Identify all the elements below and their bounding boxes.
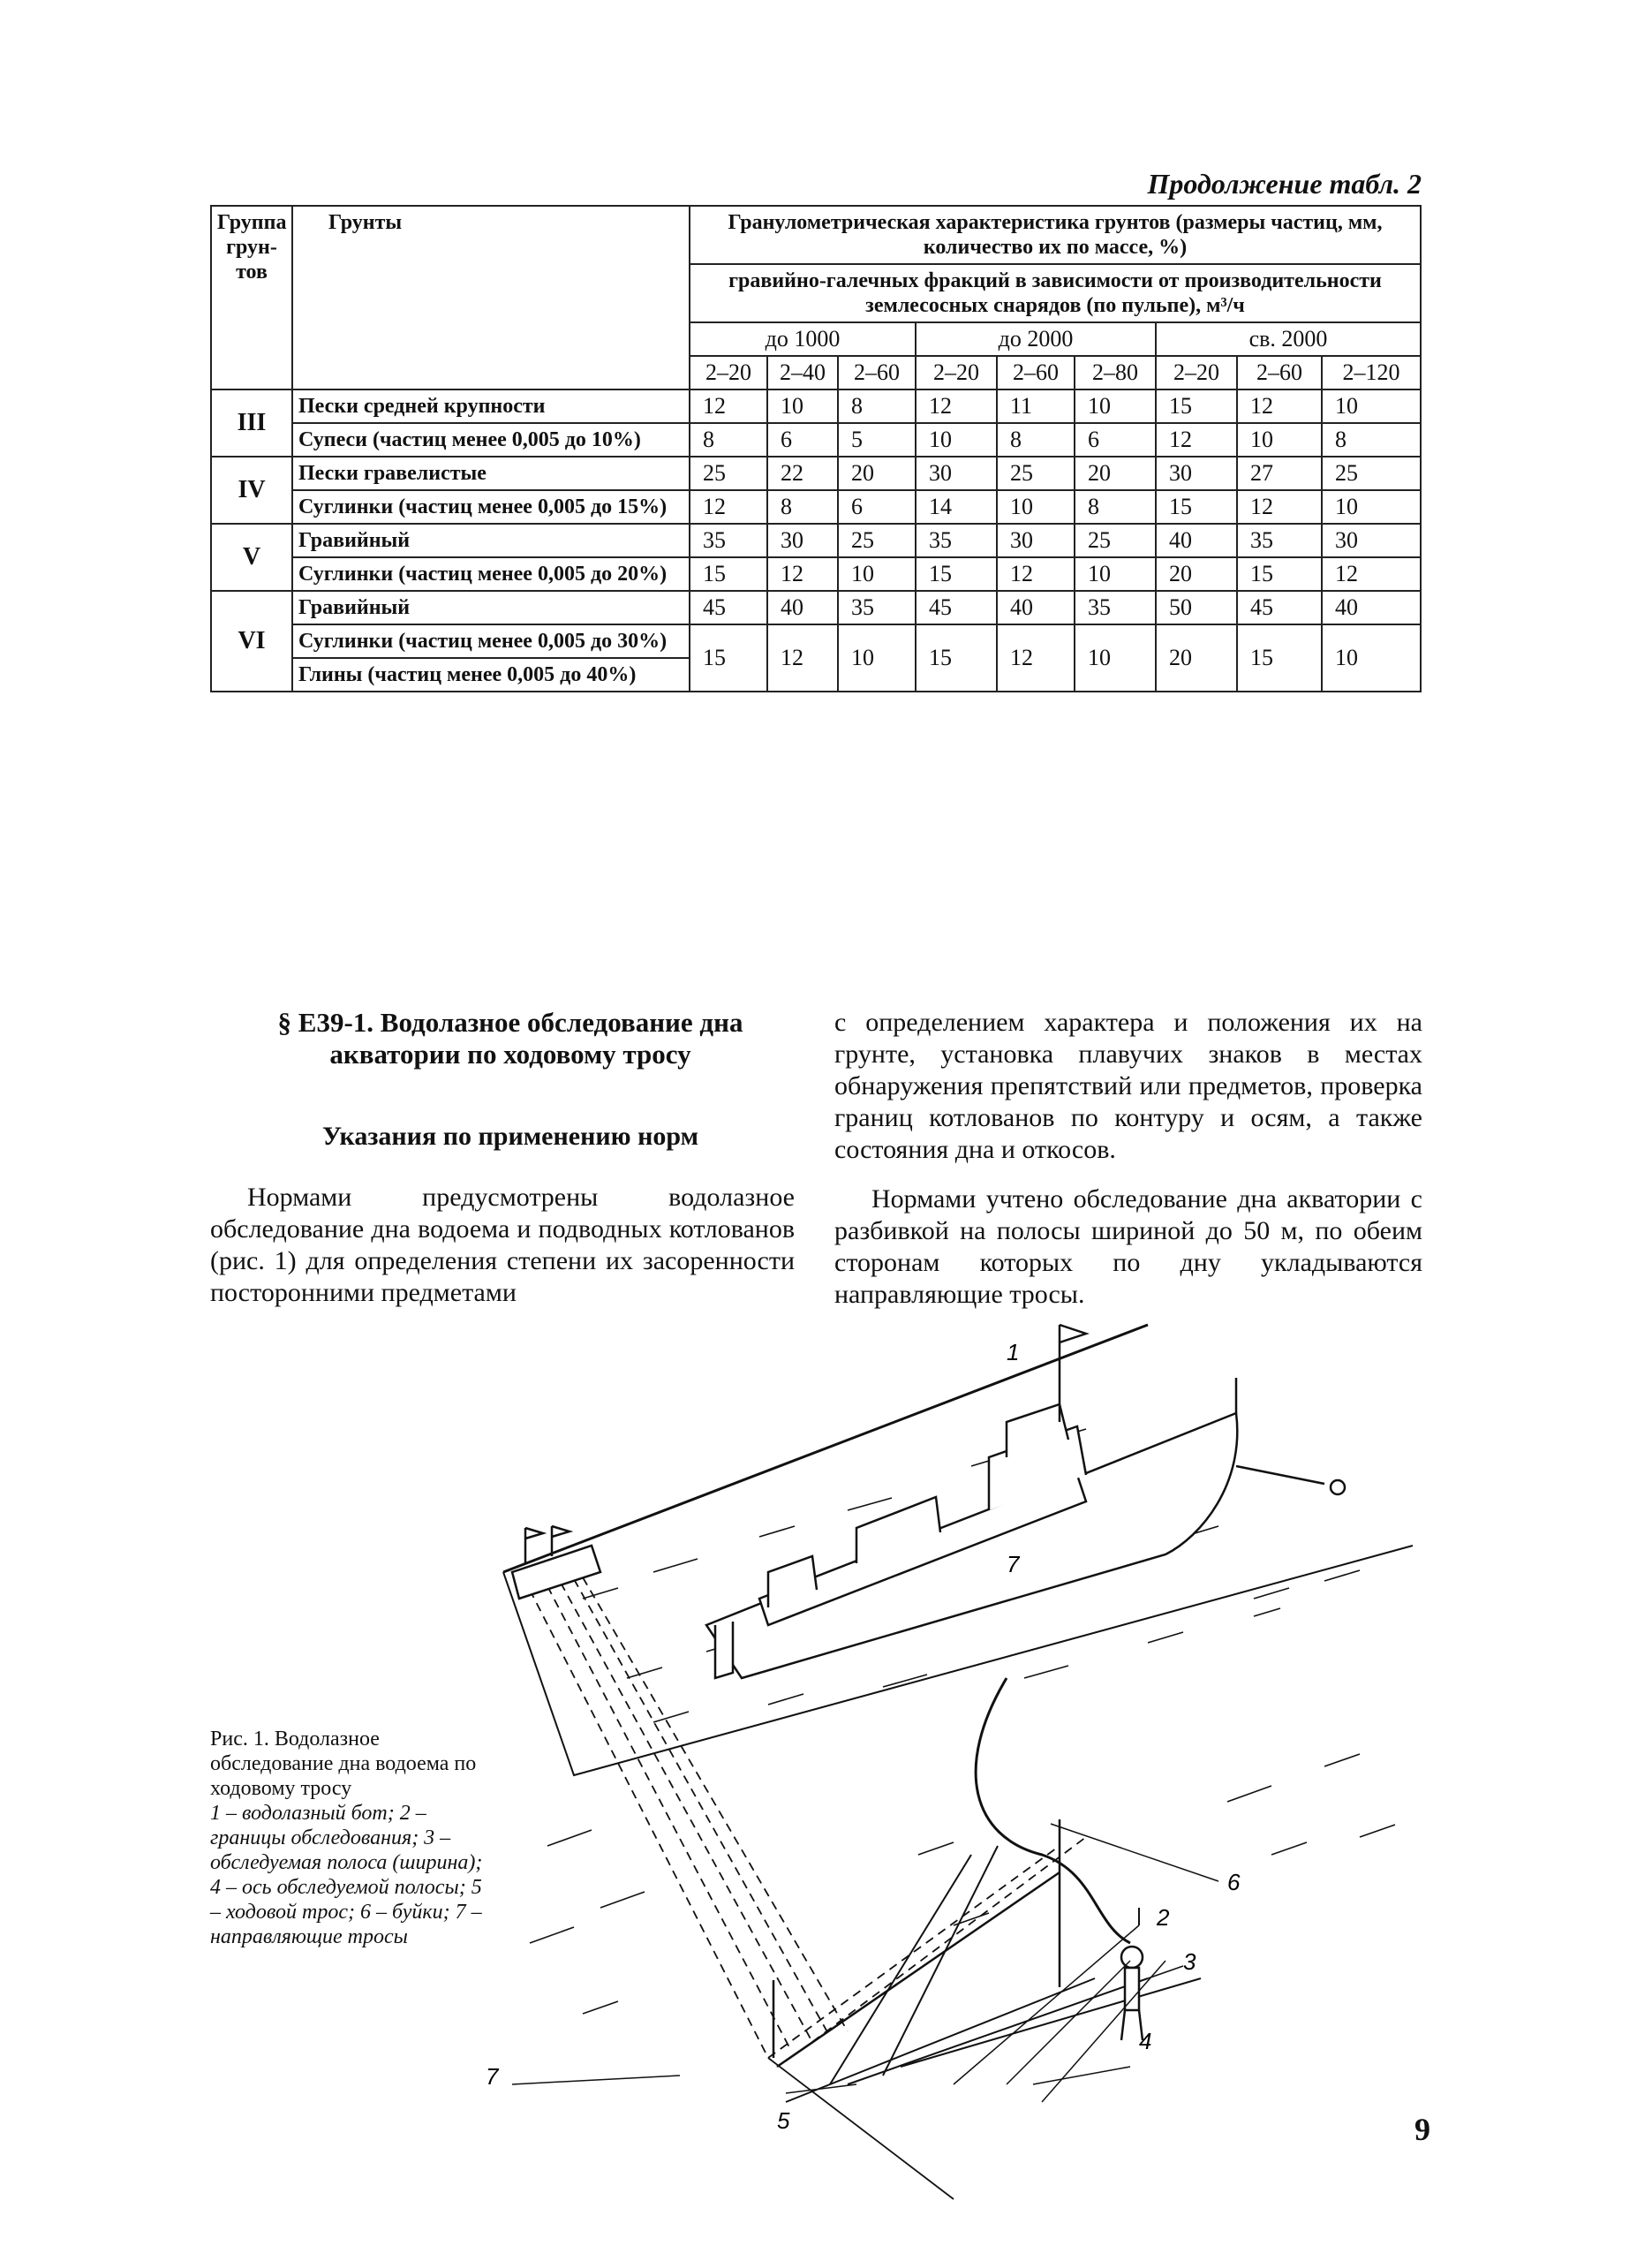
continuation-label: Продолжение табл. 2 [1147, 168, 1422, 200]
table-cell: 10 [1322, 624, 1421, 692]
table-cell: 30 [1322, 524, 1421, 557]
label-4: 4 [1139, 2028, 1152, 2054]
table-cell: 45 [1237, 591, 1322, 624]
label-1: 1 [1007, 1339, 1020, 1365]
table-cell: 10 [838, 624, 916, 692]
diver-survey-figure [477, 1307, 1448, 2134]
table-row [211, 524, 1421, 557]
table-row [211, 557, 1421, 591]
table-cell: 20 [1156, 624, 1237, 692]
label-5: 5 [777, 2107, 790, 2134]
table-cell: 10 [1075, 557, 1156, 591]
soil-name: Суглинки (частиц менее 0,005 до 15%) [292, 490, 690, 524]
granulometric-table [210, 205, 1422, 692]
table-cell: 6 [838, 490, 916, 524]
table-cell: 40 [1156, 524, 1237, 557]
soil-table [210, 205, 1420, 692]
table-cell: 12 [690, 389, 767, 423]
table-cell: 12 [767, 557, 838, 591]
table-cell: 15 [1237, 624, 1322, 692]
soil-name: Суглинки (частиц менее 0,005 до 30%) [292, 624, 690, 658]
table-cell: 10 [997, 490, 1075, 524]
table-cell: 8 [997, 423, 1075, 457]
header-size-5: 2–80 [1075, 356, 1156, 389]
table-cell: 25 [690, 457, 767, 490]
label-3: 3 [1183, 1948, 1196, 1975]
paragraph-right-1: с определением характера и положения их на грунте, установка плавучих знаков в местах обнаружения препятствий или предметов, проверка границ котлованов по контуру и осям, а также состояния дна и откосов. [834, 1008, 1422, 1164]
table-cell: 40 [997, 591, 1075, 624]
table-cell: 15 [690, 557, 767, 591]
header-size-7: 2–60 [1237, 356, 1322, 389]
header-size-1: 2–40 [767, 356, 838, 389]
label-2: 2 [1157, 1904, 1170, 1931]
page-number: 9 [1414, 2112, 1430, 2147]
table-cell: 30 [1156, 457, 1237, 490]
table-cell: 35 [838, 591, 916, 624]
table-row [211, 624, 1421, 658]
table-cell: 35 [916, 524, 997, 557]
caption-legend: 1 – водолазный бот; 2 – границы обследования; 3 – обследуемая полоса (ширина); 4 – ось обследуемой полосы; 5 – ходовой трос; 6 – буйки; 7 – направляющие тросы [210, 1802, 483, 1948]
table-cell: 25 [1322, 457, 1421, 490]
table-cell: 20 [838, 457, 916, 490]
table-cell: 10 [1322, 389, 1421, 423]
header-size-0: 2–20 [690, 356, 767, 389]
section-title: § Е39-1. Водолазное обследование дна акватории по ходовому тросу [277, 1007, 743, 1070]
table-cell: 22 [767, 457, 838, 490]
table-cell: 30 [916, 457, 997, 490]
table-cell: 12 [690, 490, 767, 524]
table-cell: 25 [838, 524, 916, 557]
table-cell: 5 [838, 423, 916, 457]
table-cell: 8 [1322, 423, 1421, 457]
table-cell: 15 [1156, 490, 1237, 524]
soil-name: Пески гравелистые [292, 457, 690, 490]
table-cell: 10 [767, 389, 838, 423]
table-cell: 45 [690, 591, 767, 624]
soil-name: Пески средней крупности [292, 389, 690, 423]
table-cell: 10 [1075, 624, 1156, 692]
table-cell: 20 [1075, 457, 1156, 490]
header-size-3: 2–20 [916, 356, 997, 389]
table-cell: 12 [767, 624, 838, 692]
soil-name: Гравийный [292, 524, 690, 557]
table-cell: 40 [1322, 591, 1421, 624]
table-cell: 15 [1156, 389, 1237, 423]
header-size-4: 2–60 [997, 356, 1075, 389]
table-row [211, 591, 1421, 624]
header-size-2: 2–60 [838, 356, 916, 389]
table-cell: 15 [916, 624, 997, 692]
header-capacity-1: до 1000 [690, 322, 916, 356]
header-capacity-2: до 2000 [916, 322, 1156, 356]
table-cell: 8 [838, 389, 916, 423]
header-size-8: 2–120 [1322, 356, 1421, 389]
table-cell: 40 [767, 591, 838, 624]
table-cell: 20 [1156, 557, 1237, 591]
group-label: VI [211, 591, 292, 692]
table-cell: 12 [916, 389, 997, 423]
paragraph-right-2: Нормами учтено обследование дна акватории с разбивкой на полосы шириной до 50 м, по обеим сторонам которых по дну укладываются направляющие тросы. [834, 1184, 1422, 1309]
table-cell: 10 [838, 557, 916, 591]
table-cell: 35 [1237, 524, 1322, 557]
table-cell: 14 [916, 490, 997, 524]
group-label: III [211, 389, 292, 457]
caption-lead: Рис. 1. Водолазное обследование дна водоема по ходовому тросу [210, 1728, 477, 1800]
table-cell: 12 [1237, 389, 1322, 423]
group-label: IV [211, 457, 292, 524]
table-cell: 12 [997, 557, 1075, 591]
table-cell: 10 [1322, 490, 1421, 524]
header-granulometric: Гранулометрическая характеристика грунтов (размеры частиц, мм, количество их по массе, %) [690, 206, 1421, 264]
table-cell: 6 [767, 423, 838, 457]
soil-name: Гравийный [292, 591, 690, 624]
table-cell: 8 [1075, 490, 1156, 524]
soil-name: Супеси (частиц менее 0,005 до 10%) [292, 423, 690, 457]
table-cell: 27 [1237, 457, 1322, 490]
table-cell: 25 [1075, 524, 1156, 557]
subsection-title: Указания по применению норм [321, 1122, 699, 1151]
header-capacity-3: св. 2000 [1156, 322, 1421, 356]
table-cell: 35 [1075, 591, 1156, 624]
header-size-6: 2–20 [1156, 356, 1237, 389]
header-fractions: гравийно-галечных фракций в зависимости от производительности землесосных снарядов (по пульпе), м³/ч [690, 264, 1421, 322]
table-cell: 45 [916, 591, 997, 624]
table-row [211, 457, 1421, 490]
table-cell: 6 [1075, 423, 1156, 457]
table-cell: 50 [1156, 591, 1237, 624]
header-group: Группа грун-тов [211, 206, 292, 389]
table-cell: 35 [690, 524, 767, 557]
paragraph-left: Нормами предусмотрены водолазное обследование дна водоема и подводных котлованов (рис. 1) для определения степени их засоренности посторонними предметами [210, 1183, 795, 1307]
table-cell: 12 [1237, 490, 1322, 524]
table-cell: 15 [916, 557, 997, 591]
table-cell: 8 [690, 423, 767, 457]
table-row [211, 490, 1421, 524]
table-cell: 10 [916, 423, 997, 457]
table-cell: 12 [997, 624, 1075, 692]
table-cell: 10 [1237, 423, 1322, 457]
table-cell: 30 [767, 524, 838, 557]
table-row [211, 389, 1421, 423]
table-cell: 12 [1322, 557, 1421, 591]
table-cell: 12 [1156, 423, 1237, 457]
label-6: 6 [1227, 1869, 1241, 1895]
figure-caption [210, 1727, 493, 1949]
soil-name: Суглинки (частиц менее 0,005 до 20%) [292, 557, 690, 591]
table-cell: 15 [690, 624, 767, 692]
table-cell: 15 [1237, 557, 1322, 591]
label-7a: 7 [486, 2063, 499, 2090]
group-label: V [211, 524, 292, 591]
table-cell: 11 [997, 389, 1075, 423]
table-cell: 25 [997, 457, 1075, 490]
soil-name: Глины (частиц менее 0,005 до 40%) [292, 658, 690, 692]
header-soils: Грунты [292, 206, 690, 389]
table-cell: 30 [997, 524, 1075, 557]
table-cell: 8 [767, 490, 838, 524]
table-cell: 10 [1075, 389, 1156, 423]
label-7b: 7 [1007, 1551, 1020, 1577]
table-row [211, 423, 1421, 457]
